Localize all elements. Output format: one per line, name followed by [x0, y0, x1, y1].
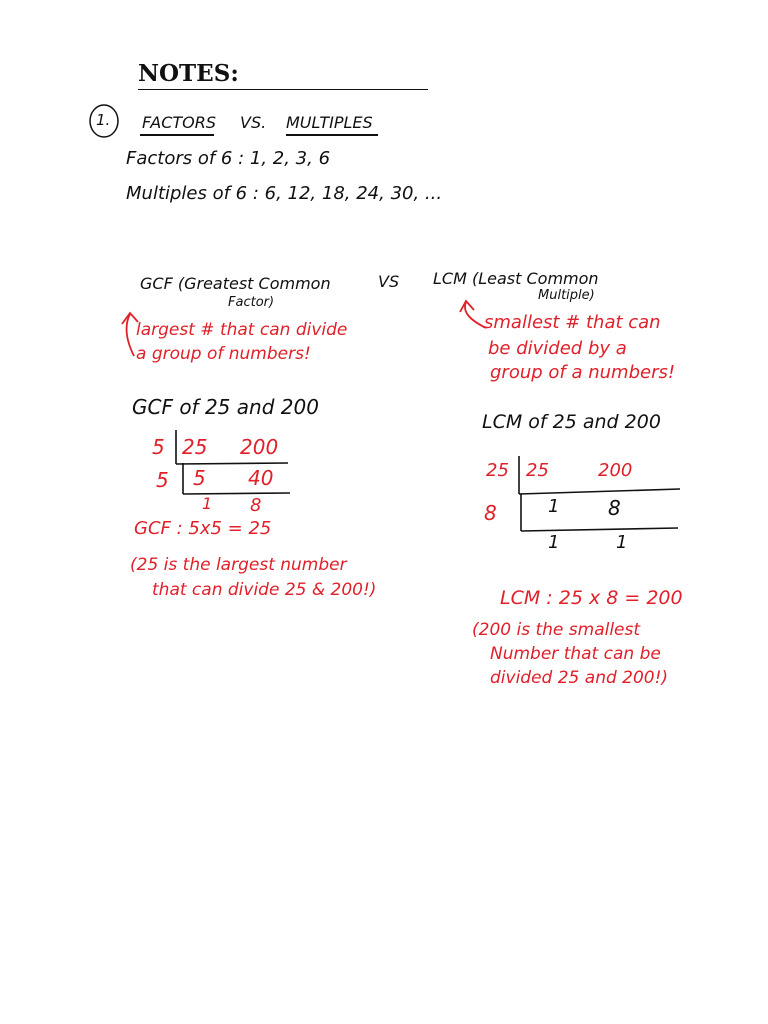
page-title: NOTES: — [138, 60, 239, 87]
gcf-heading-line1: GCF (Greatest Common — [140, 274, 331, 293]
lcm-example-title: LCM of 25 and 200 — [482, 411, 661, 433]
lcm-heading-line2: Multiple) — [538, 288, 595, 303]
gcf-definition-line2: a group of numbers! — [136, 344, 311, 364]
gcf-definition-line1: largest # that can divide — [136, 320, 348, 340]
lcm-definition-line3: group of a numbers! — [490, 362, 676, 383]
multiples-heading: MULTIPLES — [286, 113, 373, 132]
lcm-result: LCM : 25 x 8 = 200 — [500, 587, 683, 609]
factors-heading: FACTORS — [142, 113, 217, 132]
lcm-heading-line1: LCM (Least Common — [433, 269, 599, 288]
lcm-definition-line1: smallest # that can — [484, 312, 661, 333]
gcf-explanation-line1: (25 is the largest number — [130, 555, 347, 575]
multiples-of-6: Multiples of 6 : 6, 12, 18, 24, 30, ... — [126, 183, 443, 204]
vs-middle: VS — [378, 272, 400, 291]
gcf-ladder-row1-a: 25 — [182, 435, 208, 459]
gcf-ladder-row2-a: 5 — [193, 466, 206, 490]
lcm-ladder-row1-b: 200 — [598, 460, 633, 481]
lcm-explanation-line2: Number that can be — [490, 644, 661, 664]
section-number: 1. — [96, 111, 111, 129]
gcf-result: GCF : 5x5 = 25 — [134, 518, 272, 539]
lcm-ladder-divisor-1: 25 — [486, 460, 509, 481]
gcf-ladder-row1-b: 200 — [240, 435, 279, 459]
gcf-heading-line2: Factor) — [228, 295, 275, 310]
gcf-ladder-row3-b: 8 — [250, 495, 262, 516]
gcf-explanation-line2: that can divide 25 & 200!) — [152, 580, 377, 600]
gcf-ladder-divisor-2: 5 — [156, 468, 169, 492]
lcm-ladder-row3-b: 1 — [616, 532, 628, 553]
lcm-ladder-divisor-2: 8 — [484, 501, 497, 525]
lcm-explanation-line1: (200 is the smallest — [472, 620, 641, 640]
lcm-ladder-row2-b: 8 — [608, 496, 621, 520]
lcm-ladder-row2-a: 1 — [548, 496, 560, 517]
gcf-example-title: GCF of 25 and 200 — [132, 395, 319, 419]
gcf-ladder-row3-a: 1 — [202, 494, 213, 513]
factors-of-6: Factors of 6 : 1, 2, 3, 6 — [126, 148, 331, 169]
lcm-definition-line2: be divided by a — [488, 338, 627, 359]
lcm-ladder-row1-a: 25 — [526, 460, 549, 481]
lcm-explanation-line3: divided 25 and 200!) — [490, 668, 669, 688]
vs-small: VS. — [240, 113, 267, 132]
lcm-ladder-row3-a: 1 — [548, 532, 560, 553]
gcf-ladder-row2-b: 40 — [248, 466, 274, 490]
gcf-ladder-divisor-1: 5 — [152, 435, 165, 459]
